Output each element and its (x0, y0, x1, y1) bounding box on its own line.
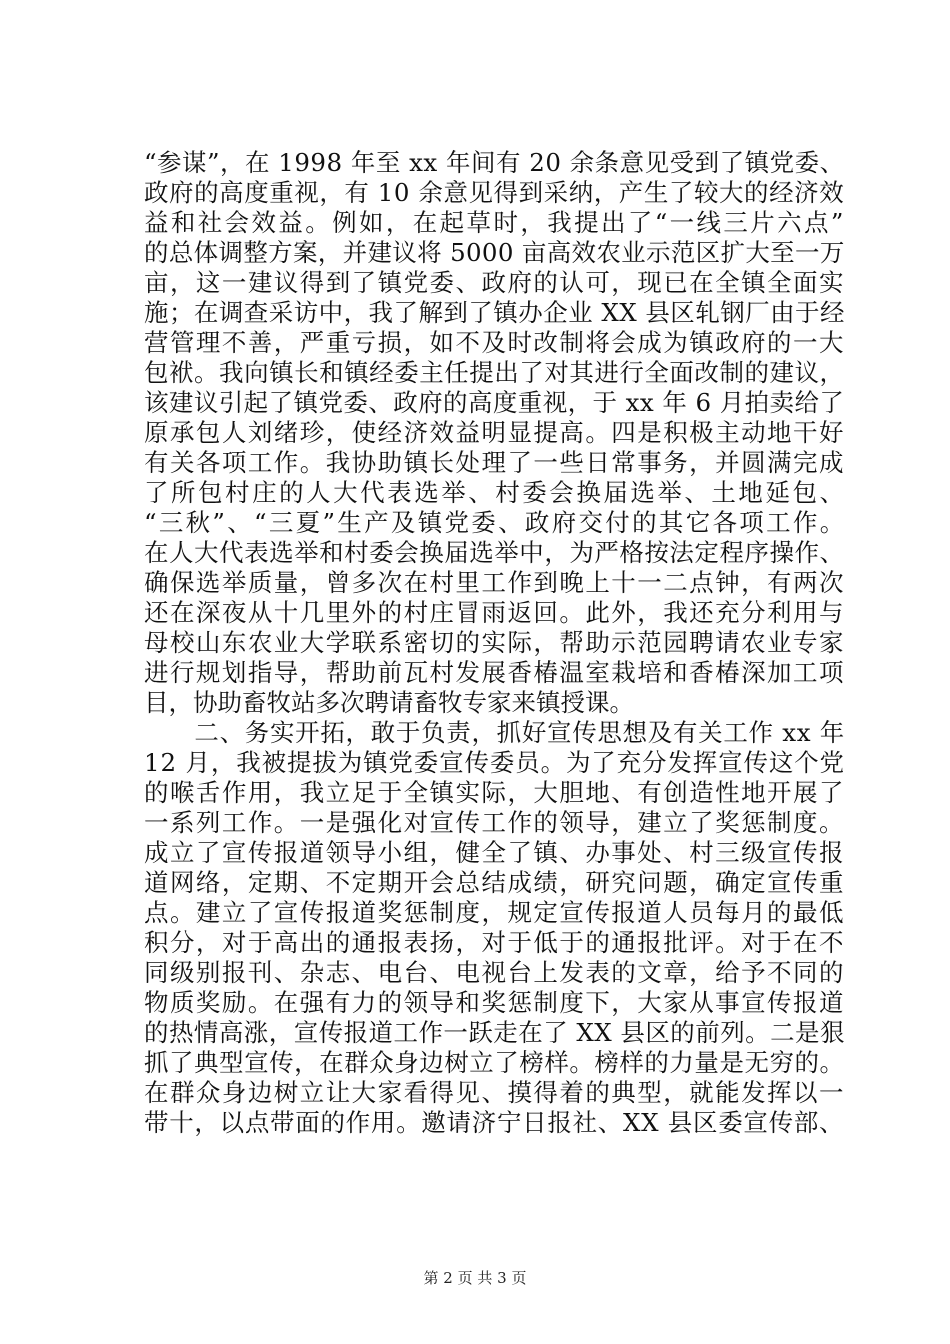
text-line: 原承包人刘绪珍，使经济效益明显提高。四是积极主动地干好 (144, 418, 845, 447)
text-line: 在人大代表选举和村委会换届选举中，为严格按法定程序操作、 (144, 538, 845, 567)
text-line: 还在深夜从十几里外的村庄冒雨返回。此外，我还充分利用与 (144, 598, 845, 627)
text-line: 点。建立了宣传报道奖惩制度，规定宣传报道人员每月的最低 (144, 898, 845, 927)
text-line: 了所包村庄的人大代表选举、村委会换届选举、土地延包、 (144, 478, 847, 507)
text-line: 积分，对于高出的通报表扬，对于低于的通报批评。对于在不 (144, 928, 845, 957)
text-line: 益和社会效益。例如，在起草时，我提出了“一线三片六点” (144, 208, 846, 237)
text-line: 带十，以点带面的作用。邀请济宁日报社、XX 县区委宣传部、 (144, 1108, 845, 1137)
page-footer: 第 2 页 共 3 页 (423, 1269, 527, 1287)
text-line: 物质奖励。在强有力的领导和奖惩制度下，大家从事宣传报道 (144, 988, 845, 1017)
body-text (144, 148, 847, 1138)
text-line: 母校山东农业大学联系密切的实际，帮助示范园聘请农业专家 (144, 628, 845, 657)
text-line: 道网络，定期、不定期开会总结成绩，研究问题，确定宣传重 (144, 868, 845, 897)
text-line: 在群众身边树立让大家看得见、摸得着的典型，就能发挥以一 (144, 1078, 845, 1107)
text-line: 进行规划指导，帮助前瓦村发展香椿温室栽培和香椿深加工项 (144, 658, 845, 687)
text-line: 抓了典型宣传，在群众身边树立了榜样。榜样的力量是无穷的。 (144, 1048, 845, 1077)
text-line: 营管理不善，严重亏损，如不及时改制将会成为镇政府的一大 (144, 328, 845, 357)
text-line: 该建议引起了镇党委、政府的高度重视，于 xx 年 6 月拍卖给了 (144, 388, 845, 417)
text-line: 亩，这一建议得到了镇党委、政府的认可，现已在全镇全面实 (144, 268, 845, 297)
text-line: 确保选举质量，曾多次在村里工作到晚上十一二点钟，有两次 (144, 568, 845, 597)
text-line: 12 月，我被提拔为镇党委宣传委员。为了充分发挥宣传这个党 (144, 748, 845, 777)
text-line: 一系列工作。一是强化对宣传工作的领导，建立了奖惩制度。 (144, 808, 845, 837)
text-line: 的总体调整方案，并建议将 5000 亩高效农业示范区扩大至一万 (144, 238, 845, 267)
text-line: 有关各项工作。我协助镇长处理了一些日常事务，并圆满完成 (144, 448, 845, 477)
text-line: 施；在调查采访中，我了解到了镇办企业 XX 县区轧钢厂由于经 (144, 298, 845, 327)
text-line: “参谋”，在 1998 年至 xx 年间有 20 余条意见受到了镇党委、 (144, 148, 845, 177)
text-line: 同级别报刊、杂志、电台、电视台上发表的文章，给予不同的 (144, 958, 845, 987)
text-line: 包袱。我向镇长和镇经委主任提出了对其进行全面改制的建议， (144, 358, 845, 387)
text-line: “三秋”、“三夏”生产及镇党委、政府交付的其它各项工作。 (144, 508, 847, 537)
text-line: 的喉舌作用，我立足于全镇实际，大胆地、有创造性地开展了 (144, 778, 845, 807)
text-line: 成立了宣传报道领导小组，健全了镇、办事处、村三级宣传报 (144, 838, 845, 867)
text-line: 目，协助畜牧站多次聘请畜牧专家来镇授课。 (144, 688, 634, 717)
text-line: 政府的高度重视，有 10 余意见得到采纳，产生了较大的经济效 (144, 178, 845, 207)
text-line: 的热情高涨，宣传报道工作一跃走在了 XX 县区的前列。二是狠 (144, 1018, 845, 1047)
text-line: 二、务实开拓，敢于负责，抓好宣传思想及有关工作 xx 年 (144, 718, 845, 747)
